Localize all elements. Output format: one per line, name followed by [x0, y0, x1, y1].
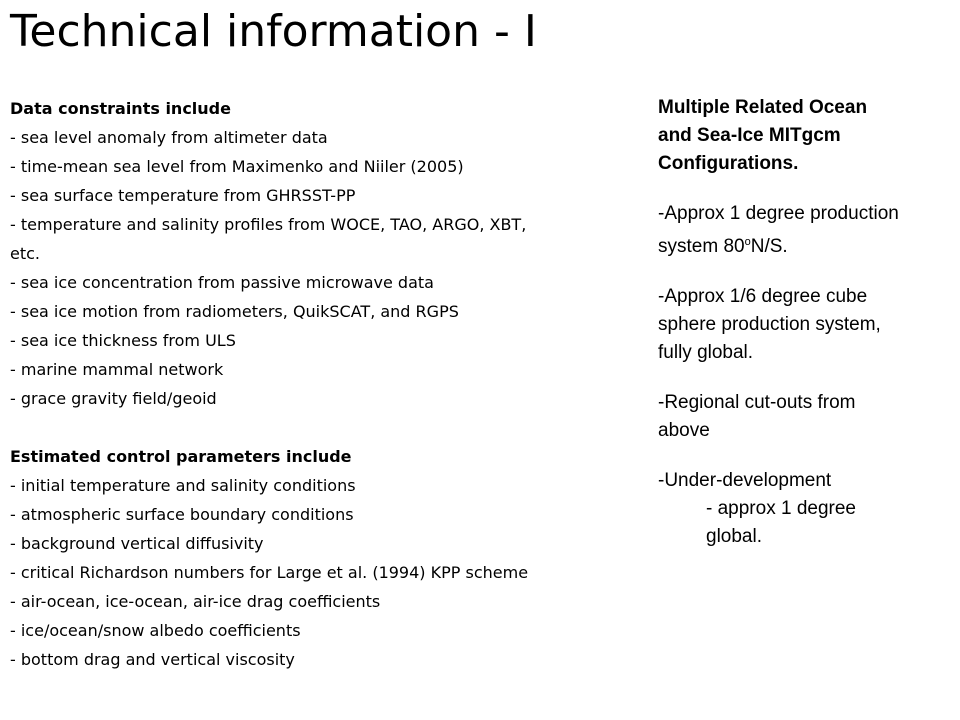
config-1-degree	[658, 200, 958, 261]
config-under-development	[658, 467, 958, 551]
parameter-item: - initial temperature and salinity conditions	[10, 476, 356, 495]
config-line: sphere production system,	[658, 314, 881, 335]
config-line: -Approx 1/6 degree cube	[658, 286, 868, 307]
parameter-item: - bottom drag and vertical viscosity	[10, 650, 295, 669]
parameter-item: - atmospheric surface boundary conditions	[10, 505, 354, 524]
heading-line: and Sea-Ice MITgcm	[658, 125, 841, 146]
config-text: N/S.	[750, 236, 788, 257]
constraint-item: - sea surface temperature from GHRSST-PP	[10, 186, 356, 205]
control-parameters-heading: Estimated control parameters include	[10, 447, 352, 466]
degree-superscript: o	[744, 236, 751, 248]
constraint-item: - sea ice concentration from passive microwave data	[10, 273, 434, 292]
left-column	[10, 94, 640, 674]
config-line: -Under-development	[658, 470, 832, 491]
right-column	[658, 94, 958, 551]
constraint-item: etc.	[10, 244, 40, 263]
config-line: above	[658, 420, 710, 441]
parameter-item: - critical Richardson numbers for Large et al. (1994) KPP scheme	[10, 563, 529, 582]
config-subline: - approx 1 degree	[706, 498, 856, 519]
config-regional	[658, 389, 958, 445]
parameter-item: - ice/ocean/snow albedo coefficients	[10, 621, 301, 640]
parameter-item: - background vertical diffusivity	[10, 534, 264, 553]
config-line	[658, 228, 958, 261]
parameter-item: - air-ocean, ice-ocean, air-ice drag coefficients	[10, 592, 381, 611]
constraint-item: - sea level anomaly from altimeter data	[10, 128, 328, 147]
constraint-item: - time-mean sea level from Maximenko and Niiler (2005)	[10, 157, 464, 176]
config-text: system 80	[658, 236, 745, 257]
configurations-heading	[658, 94, 958, 178]
constraint-item: - marine mammal network	[10, 360, 224, 379]
config-line: -Regional cut-outs from	[658, 392, 856, 413]
constraint-item: - grace gravity field/geoid	[10, 389, 217, 408]
config-line: -Approx 1 degree production	[658, 203, 899, 224]
config-subline: global.	[706, 526, 762, 547]
config-1-6-degree	[658, 283, 958, 367]
constraint-item: - sea ice thickness from ULS	[10, 331, 236, 350]
constraint-item: - sea ice motion from radiometers, QuikSCAT, and RGPS	[10, 302, 459, 321]
config-line: fully global.	[658, 342, 754, 363]
spacer	[10, 413, 640, 442]
heading-line: Multiple Related Ocean	[658, 97, 868, 118]
constraint-item: - temperature and salinity profiles from WOCE, TAO, ARGO, XBT,	[10, 215, 527, 234]
data-constraints-heading: Data constraints include	[10, 99, 231, 118]
page-title: Technical information - I	[10, 6, 537, 57]
heading-line: Configurations.	[658, 153, 799, 174]
